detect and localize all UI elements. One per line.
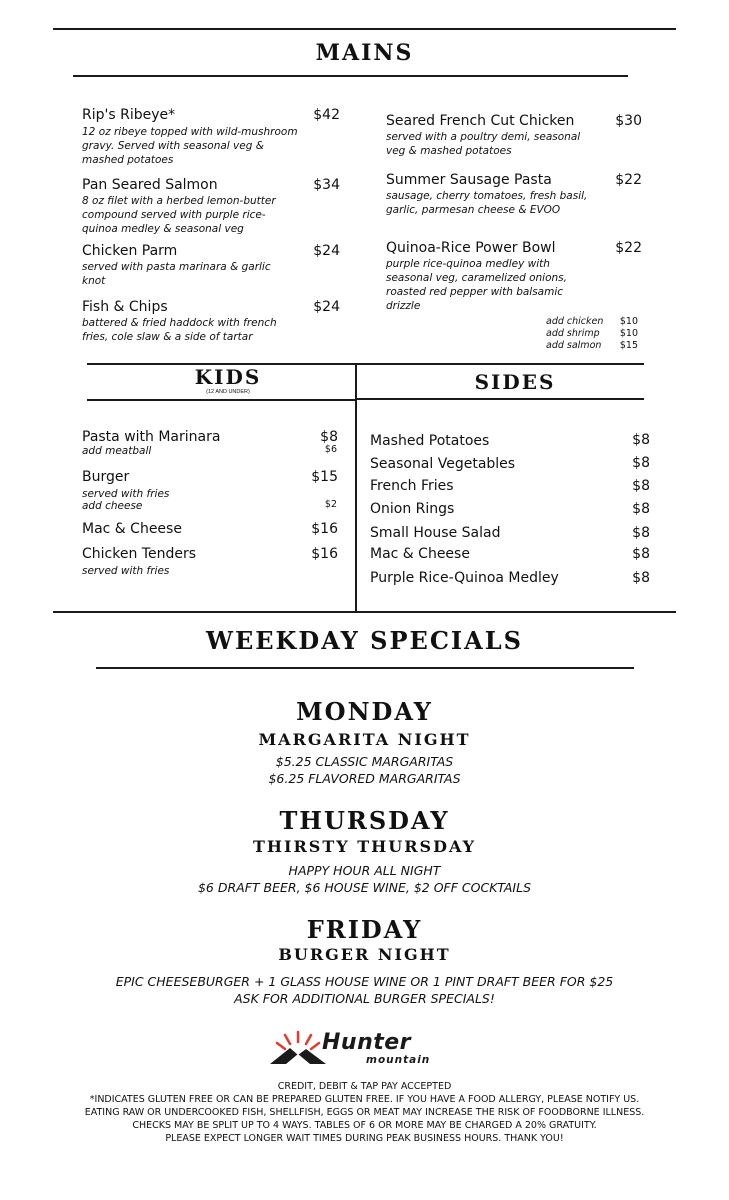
kids-item-name: Burger xyxy=(82,469,130,485)
side-item-price: $8 xyxy=(632,432,650,448)
kids-item-name: Chicken Tenders xyxy=(82,546,196,562)
item-price: $42 xyxy=(313,107,340,123)
footer-line: CREDIT, DEBIT & TAP PAY ACCEPTED xyxy=(277,1081,452,1092)
side-item-name: Small House Salad xyxy=(370,525,501,541)
special-line: $6.25 FLAVORED MARGARITAS xyxy=(268,771,461,786)
mains-underline xyxy=(73,75,628,77)
kids-item-desc-price: $6 xyxy=(324,444,337,455)
sides-title: SIDES xyxy=(474,370,556,394)
item-name: Quinoa-Rice Power Bowl xyxy=(386,240,556,256)
special-line: $6 DRAFT BEER, $6 HOUSE WINE, $2 OFF COCKTAILS xyxy=(197,880,532,895)
item-name: Rip's Ribeye* xyxy=(82,107,176,123)
item-name: Seared French Cut Chicken xyxy=(386,113,575,129)
kids-item-desc-price: $2 xyxy=(324,499,337,510)
sides-underline xyxy=(357,398,644,400)
mountain-sun-icon xyxy=(268,1028,328,1068)
mains-title: MAINS xyxy=(315,40,414,66)
special-day: MONDAY xyxy=(296,697,433,726)
side-item-name: Purple Rice-Quinoa Medley xyxy=(370,570,559,586)
footer-line: EATING RAW OR UNDERCOOKED FISH, SHELLFISH, EGGS OR MEAT MAY INCREASE THE RISK OF FOODBORNE ILLNESS. xyxy=(84,1107,645,1118)
item-price: $30 xyxy=(615,113,642,129)
special-line: EPIC CHEESEBURGER + 1 GLASS HOUSE WINE OR 1 PINT DRAFT BEER FOR $25 xyxy=(115,974,614,989)
top-rule xyxy=(53,28,676,30)
item-price: $22 xyxy=(615,240,642,256)
hunter-mountain-logo xyxy=(268,1028,438,1070)
kids-item-desc: add meatball xyxy=(82,445,152,457)
item-price: $22 xyxy=(615,172,642,188)
kids-item-name: Pasta with Marinara xyxy=(82,429,221,445)
item-description: served with a poultry demi, seasonal veg & mashed potatoes xyxy=(386,131,581,157)
special-name: THIRSTY THURSDAY xyxy=(253,837,476,856)
item-name: Summer Sausage Pasta xyxy=(386,172,552,188)
item-description: purple rice-quinoa medley with seasonal veg, caramelized onions, roasted red pepper with balsamic drizzle xyxy=(386,258,567,312)
kids-item-price: $16 xyxy=(311,546,338,562)
logo-word-mountain: mountain xyxy=(366,1054,431,1066)
addon-price: $10 xyxy=(619,328,638,339)
item-description: battered & fried haddock with french fries, cole slaw & a side of tartar xyxy=(82,317,277,343)
item-name: Pan Seared Salmon xyxy=(82,177,218,193)
item-description: served with pasta marinara & garlic knot xyxy=(82,261,271,287)
special-line: $5.25 CLASSIC MARGARITAS xyxy=(275,754,454,769)
special-name: BURGER NIGHT xyxy=(278,945,451,964)
kids-item-price: $15 xyxy=(311,469,338,485)
addon-label: add chicken xyxy=(546,316,604,327)
footer-line: CHECKS MAY BE SPLIT UP TO 4 WAYS. TABLES OF 6 OR MORE MAY BE CHARGED A 20% GRATUITY. xyxy=(132,1120,597,1131)
footer-line: *INDICATES GLUTEN FREE OR CAN BE PREPARED GLUTEN FREE. IF YOU HAVE A FOOD ALLERGY, PLEASE NOTIFY US. xyxy=(89,1094,640,1105)
item-name: Fish & Chips xyxy=(82,299,168,315)
side-item-price: $8 xyxy=(632,455,650,471)
side-item-price: $8 xyxy=(632,546,650,562)
item-description: 12 oz ribeye topped with wild-mushroom gravy. Served with seasonal veg & mashed potatoes xyxy=(82,126,298,166)
special-name: MARGARITA NIGHT xyxy=(258,730,471,749)
kids-subtitle: (12 AND UNDER) xyxy=(206,389,250,395)
item-description: 8 oz filet with a herbed lemon-butter compound served with purple rice- quinoa medley & seasonal veg xyxy=(82,195,276,235)
side-item-name: Onion Rings xyxy=(370,501,455,517)
addon-price: $15 xyxy=(619,340,638,351)
special-line: HAPPY HOUR ALL NIGHT xyxy=(288,863,441,878)
kids-item-price: $8 xyxy=(320,429,338,445)
side-item-price: $8 xyxy=(632,478,650,494)
special-day: THURSDAY xyxy=(279,806,450,835)
kids-underline xyxy=(87,399,355,401)
kids-item-name: Mac & Cheese xyxy=(82,521,182,537)
kids-item-desc: served with fries xyxy=(82,565,170,577)
side-item-price: $8 xyxy=(632,570,650,586)
specials-title: WEEKDAY SPECIALS xyxy=(206,626,523,655)
side-item-name: French Fries xyxy=(370,478,454,494)
side-item-name: Mac & Cheese xyxy=(370,546,470,562)
side-item-name: Seasonal Vegetables xyxy=(370,456,516,472)
item-price: $34 xyxy=(313,177,340,193)
kids-sides-divider xyxy=(355,363,357,613)
special-day: FRIDAY xyxy=(306,915,423,944)
addon-label: add shrimp xyxy=(546,328,600,339)
item-price: $24 xyxy=(313,243,340,259)
special-line: ASK FOR ADDITIONAL BURGER SPECIALS! xyxy=(234,991,495,1006)
side-item-name: Mashed Potatoes xyxy=(370,433,490,449)
item-description: sausage, cherry tomatoes, fresh basil, garlic, parmesan cheese & EVOO xyxy=(386,190,588,216)
logo-word-hunter: Hunter xyxy=(322,1030,412,1055)
footer-line: PLEASE EXPECT LONGER WAIT TIMES DURING PEAK BUSINESS HOURS. THANK YOU! xyxy=(165,1133,564,1144)
kids-item-desc: add cheese xyxy=(82,500,143,512)
kids-item-desc: served with fries xyxy=(82,488,170,500)
side-item-price: $8 xyxy=(632,525,650,541)
kids-item-price: $16 xyxy=(311,521,338,537)
item-name: Chicken Parm xyxy=(82,243,178,259)
specials-underline xyxy=(96,667,634,669)
addon-label: add salmon xyxy=(546,340,602,351)
side-item-price: $8 xyxy=(632,501,650,517)
addon-price: $10 xyxy=(619,316,638,327)
item-price: $24 xyxy=(313,299,340,315)
kids-sides-bottom-rule xyxy=(53,611,676,613)
kids-title: KIDS xyxy=(194,365,262,389)
